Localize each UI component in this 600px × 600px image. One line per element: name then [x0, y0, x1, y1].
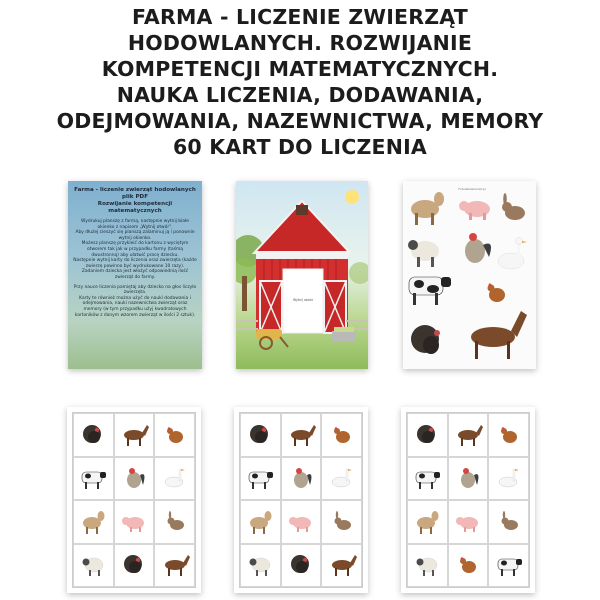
instruction-heading: plik PDF — [121, 194, 149, 200]
goose-icon — [494, 463, 524, 493]
cow-icon — [78, 463, 108, 493]
instruction-text: Zadaniem dziecka jest włożyć odpowiednią ilość zwierząt do farmy. — [81, 269, 189, 280]
card-cell — [448, 413, 489, 457]
sheep-icon — [408, 240, 439, 267]
hen-icon — [488, 284, 506, 303]
hen-icon — [327, 420, 357, 450]
card-cell — [488, 544, 529, 588]
window-cut-label: Wytnij otwór — [292, 298, 314, 302]
turkey-icon — [411, 325, 440, 354]
card-cell — [281, 413, 322, 457]
hen-icon — [453, 550, 483, 580]
card-cell — [114, 544, 155, 588]
horse-icon — [327, 550, 357, 580]
animal-poster — [403, 181, 536, 369]
instruction-text: Przy nauce liczenia pamiętaj aby dziecko na głos liczyło zwierzęta. — [73, 284, 197, 296]
card-cell — [114, 500, 155, 544]
card-cell — [240, 544, 281, 588]
card-cell — [407, 413, 448, 457]
rabbit-icon — [327, 507, 357, 537]
instruction-text: Możesz planszę przykleić do kartonu z wyciętym otworem tak jak w przypadku farmy (taśmą dwustronną) aby ułatwić pracę dziecku. — [81, 241, 189, 258]
card-cell — [321, 500, 362, 544]
card-cell — [73, 544, 114, 588]
page-title — [0, 4, 600, 160]
card-cell — [448, 500, 489, 544]
cow-icon — [245, 463, 275, 493]
goose-icon — [327, 463, 357, 493]
card-cell — [321, 413, 362, 457]
sheep-icon — [412, 550, 442, 580]
card-cell — [488, 500, 529, 544]
card-cell — [154, 457, 195, 501]
counting-card-sheet — [67, 407, 201, 593]
pony-icon — [78, 507, 108, 537]
cow-icon — [412, 463, 442, 493]
horse-icon — [160, 550, 190, 580]
barn-board — [236, 181, 368, 369]
horse-icon — [286, 420, 316, 450]
rooster-icon — [453, 463, 483, 493]
rooster-icon — [465, 233, 491, 263]
pony-icon — [245, 507, 275, 537]
pony-icon — [412, 507, 442, 537]
card-cell — [281, 500, 322, 544]
turkey-icon — [412, 420, 442, 450]
title-line: 60 KART DO LICZENIA — [172, 135, 428, 159]
card-cell — [154, 544, 195, 588]
goose-icon — [498, 238, 527, 270]
card-cell — [240, 413, 281, 457]
pig-icon — [119, 507, 149, 537]
card-grid — [406, 412, 530, 588]
card-cell — [240, 500, 281, 544]
card-cell — [114, 413, 155, 457]
instruction-text: Następnie wytnij karty do liczenia oraz zwierzęta (każde zwierzę powinno być wydrukowane 10 razy). — [73, 258, 197, 269]
cow-icon — [494, 550, 524, 580]
hen-icon — [160, 420, 190, 450]
turkey-icon — [119, 550, 149, 580]
card-cell — [488, 457, 529, 501]
instruction-heading: Rozwijanie kompetencji matematycznych — [97, 201, 173, 214]
counting-card-sheet — [401, 407, 535, 593]
card-cell — [281, 457, 322, 501]
card-cell — [448, 544, 489, 588]
title-line: HODOWLANYCH. ROZWIJANIE — [127, 31, 473, 55]
card-cell — [281, 544, 322, 588]
card-cell — [240, 457, 281, 501]
counting-card-sheet — [234, 407, 368, 593]
sheep-icon — [245, 550, 275, 580]
sheep-icon — [78, 550, 108, 580]
card-cell — [321, 457, 362, 501]
pig-icon — [286, 507, 316, 537]
pig-icon — [453, 507, 483, 537]
barn-illustration — [236, 181, 368, 369]
card-cell — [114, 457, 155, 501]
instruction-text: Wydrukuj planszę z farmą, następnie wytnij białe okienko z napisem „Wytnij otwór". — [81, 219, 189, 230]
card-cell — [73, 500, 114, 544]
card-cell — [154, 500, 195, 544]
pony-icon — [411, 192, 444, 225]
animal-collage — [403, 181, 536, 369]
cow-icon — [409, 277, 451, 305]
turkey-icon — [78, 420, 108, 450]
instruction-sheet — [68, 181, 202, 369]
instruction-text: Aby dłużej cieszyć się planszą zalaminuj ją i ponownie wytnij okienko. — [75, 230, 195, 241]
card-cell — [407, 544, 448, 588]
card-cell — [407, 500, 448, 544]
turkey-icon — [286, 550, 316, 580]
card-cell — [488, 413, 529, 457]
horse-icon — [471, 311, 527, 359]
card-grid — [72, 412, 196, 588]
rabbit-icon — [160, 507, 190, 537]
card-cell — [73, 413, 114, 457]
poster-credit: Fotolabzwierzat.pl — [458, 187, 486, 191]
horse-icon — [453, 420, 483, 450]
turkey-icon — [245, 420, 275, 450]
rooster-icon — [286, 463, 316, 493]
card-cell — [448, 457, 489, 501]
pig-icon — [459, 201, 490, 220]
title-line: KOMPETENCJI MATEMATYCZNYCH. — [101, 57, 499, 81]
card-cell — [73, 457, 114, 501]
rabbit-icon — [502, 193, 525, 220]
goose-icon — [160, 463, 190, 493]
title-line: FARMA - LICZENIE ZWIERZĄT — [132, 5, 468, 29]
instruction-text: Karty te również można użyć do nauki dodawania i odejmowania, nauki nazewnictwa zwierząt oraz memory (w tym przypadku użyj kwadratowych kartoników z danym wzorem zwierząt w ilości 2 sztuk). — [74, 295, 196, 318]
card-cell — [407, 457, 448, 501]
title-line: NAUKA LICZENIA, DODAWANIA, — [116, 83, 484, 107]
hen-icon — [494, 420, 524, 450]
rooster-icon — [119, 463, 149, 493]
card-cell — [154, 413, 195, 457]
title-line: ODEJMOWANIA, NAZEWNICTWA, MEMORY — [56, 109, 544, 133]
sun-icon — [345, 190, 359, 204]
card-cell — [321, 544, 362, 588]
card-grid — [239, 412, 363, 588]
instruction-heading: Farma - liczenie zwierząt hodowlanych — [74, 187, 196, 193]
rabbit-icon — [494, 507, 524, 537]
horse-icon — [119, 420, 149, 450]
